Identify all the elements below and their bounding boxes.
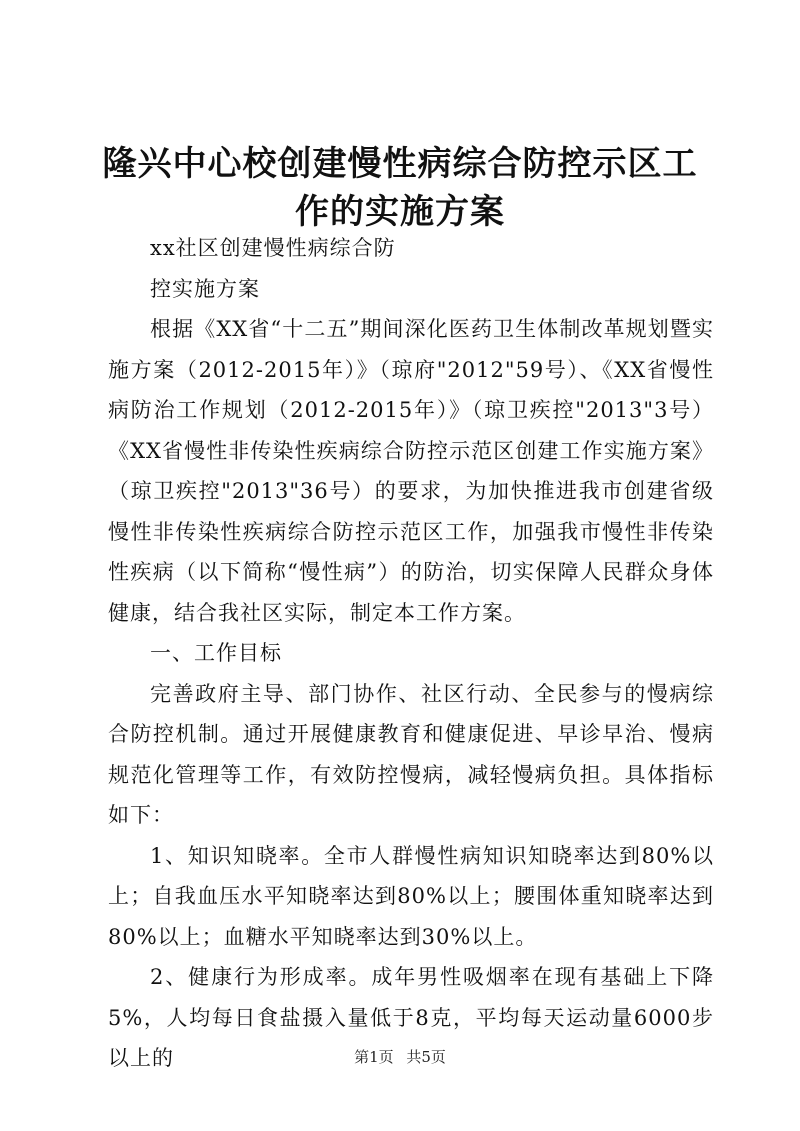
body-paragraph: 根据《XX省“十二五”期间深化医药卫生体制改革规划暨实施方案（2012-2015年）》（琼府"2012"59号）、《XX省慢性病防治工作规划（2012-2015年）》（琼卫疾控"2013"3号）《XX省慢性非传染性疾病综合防控示范区创建工作实施方案》（琼卫疾控"2013"36号）的要求，为加快推进我市创建省级慢性非传染性疾病综合防控示范区工作，加强我市慢性非传染性疾病（以下简称“慢性病”）的防治，切实保障人民群众身体健康，结合我社区实际，制定本工作方案。 [108, 317, 714, 625]
body-paragraph: 1、知识知晓率。全市人群慢性病知识知晓率达到80%以上；自我血压水平知晓率达到80%以上；腰围体重知晓率达到80%以上；血糖水平知晓率达到30%以上。 [108, 843, 714, 949]
document-body [108, 228, 714, 1079]
page-footer [0, 1046, 800, 1067]
section-heading: 一、工作目标 [150, 641, 282, 665]
body-paragraph: 2、健康行为形成率。成年男性吸烟率在现有基础上下降5%，人均每日食盐摄入量低于8克，平均每天运动量6000步以上的 [108, 965, 714, 1070]
body-paragraph: xx社区创建慢性病综合防 [150, 236, 396, 260]
page-number: 第1页 [354, 1048, 394, 1066]
body-paragraph: 完善政府主导、部门协作、社区行动、全民参与的慢病综合防控机制。通过开展健康教育和健康促进、早诊早治、慢病规范化管理等工作，有效防控慢病，减轻慢病负担。具体指标如下： [108, 681, 714, 827]
page-total: 共5页 [406, 1048, 446, 1066]
document-title: 隆兴中心校创建慢性病综合防控示区工作的实施方案 [102, 144, 698, 232]
body-paragraph: 控实施方案 [150, 276, 260, 301]
